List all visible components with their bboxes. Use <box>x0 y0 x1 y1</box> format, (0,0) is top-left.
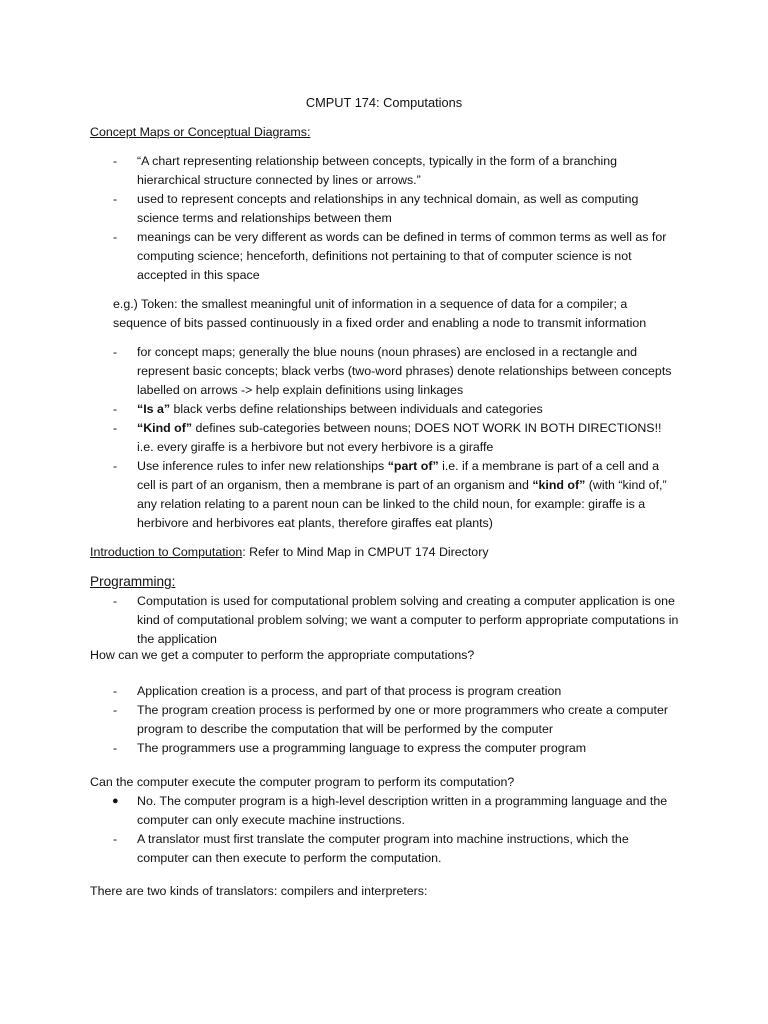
dash-marker: - <box>113 459 118 473</box>
question-two: Can the computer execute the computer program to perform its computation? <box>90 775 515 789</box>
list-item-text: for concept maps; generally the blue nouns (noun phrases) are enclosed in a rectangle and represent basic concepts; black verbs (two-word phrases) denote relationships between concepts labelled on arrows -> help explain definitions using linkages <box>137 345 672 397</box>
translators-line: There are two kinds of translators: compilers and interpreters: <box>90 884 428 898</box>
dash-marker: - <box>113 684 118 698</box>
concept-maps-heading: Concept Maps or Conceptual Diagrams: <box>90 125 311 139</box>
dash-marker: - <box>113 741 118 755</box>
list-item <box>90 701 680 739</box>
execution-list <box>90 792 680 868</box>
intro-rest: : Refer to Mind Map in CMPUT 174 Directory <box>242 545 489 559</box>
program-creation-list <box>90 682 680 758</box>
list-item <box>90 228 680 285</box>
list-item <box>90 739 680 758</box>
list-item-text: Use inference rules to infer new relationships <box>137 459 388 473</box>
list-item-text: i.e. if a membrane is part of a cell and a cell is part of an organism, then a membrane is part of an organism and <box>137 459 660 492</box>
list-item <box>90 592 680 649</box>
list-item-text: Computation is used for computational problem solving and creating a computer application is one kind of computational problem solving; we want a computer to perform appropriate computations in the application <box>137 594 679 646</box>
list-item-text: A translator must first translate the computer program into machine instructions, which the computer can then execute to perform the computation. <box>137 832 629 865</box>
dash-marker: - <box>113 192 118 206</box>
dash-marker: - <box>113 832 118 846</box>
list-item <box>90 682 680 701</box>
list-item-text: Application creation is a process, and part of that process is program creation <box>137 684 562 698</box>
dot-bullet-icon: ● <box>112 795 119 807</box>
list-item-text: used to represent concepts and relationships in any technical domain, as well as computing science terms and relationships between them <box>137 192 639 225</box>
list-item-text: The programmers use a programming language to express the computer program <box>137 741 587 755</box>
list-item <box>90 343 680 400</box>
list-item-text: “A chart representing relationship between concepts, typically in the form of a branching hierarchical structure connected by lines or arrows.” <box>137 154 618 187</box>
dash-marker: - <box>113 345 118 359</box>
list-item-text: No. The computer program is a high-level description written in a programming language and the computer can only execute machine instructions. <box>137 794 668 827</box>
dash-marker: - <box>113 230 118 244</box>
kind-of-term: “kind of” <box>532 478 586 492</box>
list-item <box>90 400 680 419</box>
intro-label: Introduction to Computation <box>90 545 243 559</box>
part-of-term: “part of” <box>387 459 439 473</box>
dash-marker: - <box>113 594 118 608</box>
list-item <box>90 792 680 830</box>
dash-marker: - <box>113 703 118 717</box>
intro-line <box>90 543 680 562</box>
list-item-text: black verbs define relationships between individuals and categories <box>170 402 543 416</box>
programming-bullet-list <box>90 592 680 649</box>
dash-marker: - <box>113 421 118 435</box>
list-item-text: The program creation process is performed by one or more programmers who create a computer program to describe the computation that will be performed by the computer <box>137 703 668 736</box>
list-item <box>90 419 680 457</box>
list-item-text: meanings can be very different as words can be defined in terms of common terms as well as for computing science; henceforth, definitions not pertaining to that of computer science is not accepted in this space <box>137 230 667 282</box>
is-a-term: “Is a” <box>137 402 171 416</box>
kind-of-term: “Kind of” <box>137 421 193 435</box>
concept-map-rules-list <box>90 343 680 533</box>
programming-heading: Programming: <box>90 574 176 589</box>
concept-bullet-list <box>90 152 680 285</box>
list-item <box>90 152 680 190</box>
list-item <box>90 457 680 533</box>
list-item-text: (with “kind of,” any relation relating to a parent noun can be linked to the child noun, for example: giraffe is a herbivore and herbivores eat plants, therefore giraffes eat plants) <box>137 478 667 530</box>
page-title: CMPUT 174: Computations <box>305 95 463 110</box>
dash-marker: - <box>113 154 118 168</box>
list-item-text: defines sub-categories between nouns; DOES NOT WORK IN BOTH DIRECTIONS!! i.e. every giraffe is a herbivore but not every herbivore is a giraffe <box>137 421 662 454</box>
token-example: e.g.) Token: the smallest meaningful unit of information in a sequence of data for a compiler; a sequence of bits passed continuously in a fixed order and enabling a node to transmit information <box>113 297 647 330</box>
question-one: How can we get a computer to perform the appropriate computations? <box>90 648 475 662</box>
list-item <box>90 830 680 868</box>
dash-marker: - <box>113 402 118 416</box>
list-item <box>90 190 680 228</box>
